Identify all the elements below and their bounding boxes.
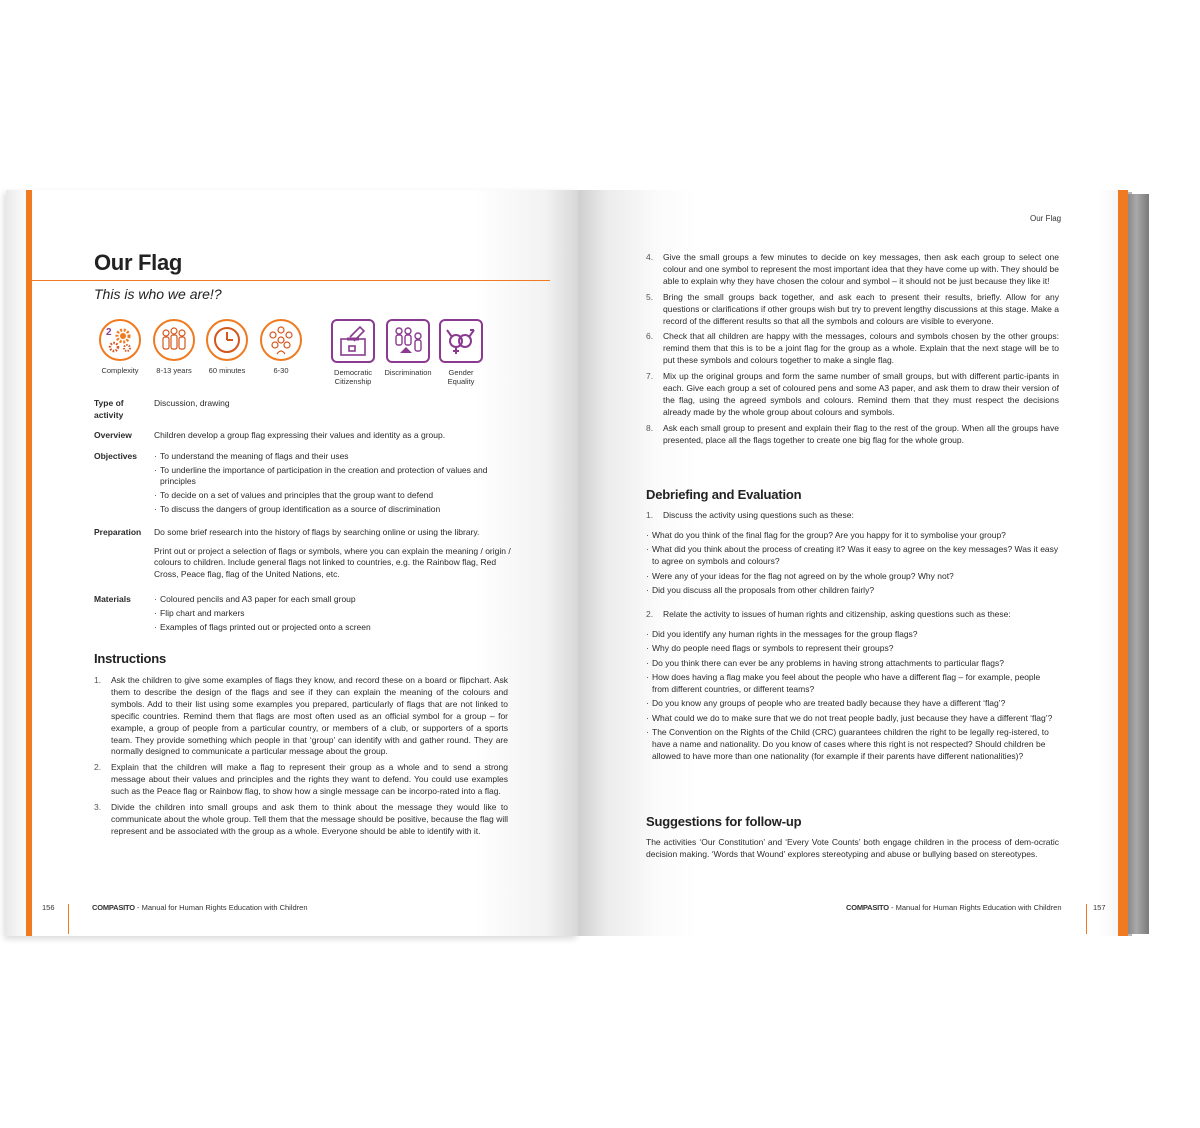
overview-value: Children develop a group flag expressing their values and identity as a group. [154, 430, 446, 440]
theme-democratic-caption: Democratic Citizenship [334, 368, 372, 386]
type-label: Type of activity [94, 398, 124, 420]
list-item: · Did you discuss all the proposals from other children fairly? [646, 585, 1059, 597]
theme-gender-block [435, 319, 487, 386]
preparation-label: Preparation [94, 527, 142, 537]
theme-discrimination-caption: Discrimination [384, 368, 432, 377]
materials-list [154, 594, 514, 634]
discrimination-icon [386, 319, 430, 363]
list-item: · What could we do to make sure that we do not treat people badly, just because they have a different ‘flag’? [646, 713, 1059, 725]
age-block [152, 319, 196, 375]
list-item: 8. Ask each small group to present and explain their flag to the rest of the group. When all the groups have presented, place all the flags together to create one big flag for the whole group. [646, 422, 1059, 445]
objectives-row [94, 451, 514, 519]
footer-title: COMPASITO - Manual for Human Rights Education with Children [846, 903, 1062, 912]
followup-heading: Suggestions for follow-up [646, 814, 802, 829]
theme-discrimination-block [383, 319, 433, 377]
list-item: · Why do people need flags or symbols to represent their groups? [646, 643, 1059, 655]
theme-gender-caption: Gender Equality [447, 368, 475, 386]
activity-info [94, 398, 514, 645]
complexity-badge: 2 [106, 327, 112, 338]
theme-democratic-block [328, 319, 378, 386]
right-page [578, 190, 1125, 936]
overview-label: Overview [94, 430, 132, 440]
list-item: · To underline the importance of participation in the creation and protection of values and principles [154, 465, 514, 488]
footer-rule [1086, 904, 1087, 934]
instructions-continued [646, 252, 1059, 451]
age-caption: 8-13 years [156, 366, 192, 375]
gender-symbols-icon [439, 319, 483, 363]
type-row [94, 398, 514, 421]
list-item: · The Convention on the Rights of the Child (CRC) guarantees children the right to be legally reg-istered, to have a name and nationality. Do you know of cases where this right is not respected? Should children be allowed to have more than one nationality (for example if their parents have different nationalities)? [646, 727, 1059, 763]
list-item: · Flip chart and markers [154, 608, 514, 620]
materials-row [94, 594, 514, 636]
debrief-questions-2 [646, 629, 1059, 763]
list-item: · Were any of your ideas for the flag not agreed on by the whole group? Why not? [646, 571, 1059, 583]
page-number: 156 [42, 903, 55, 912]
group-size-block [259, 319, 303, 375]
list-item: · Do you think there can ever be any problems in having strong attachments to particular flags? [646, 658, 1059, 670]
list-item: · What did you think about the process of creating it? Was it easy to agree on the key messages? Was it easy to agree on symbols and colours? [646, 544, 1059, 568]
materials-label: Materials [94, 594, 131, 604]
list-item: · What do you think of the final flag for the group? Are you happy for it to symbolise your group? [646, 530, 1059, 542]
footer-title: COMPASITO - Manual for Human Rights Education with Children [92, 903, 308, 912]
running-head: Our Flag [1030, 214, 1062, 223]
complexity-block [98, 319, 142, 375]
instructions-list [94, 675, 508, 842]
page-subtitle: This is who we are!? [94, 286, 222, 302]
list-item: · How does having a flag make you feel about the people who have a different flag – for example, people from different countries, or different teams? [646, 672, 1059, 696]
instructions-heading: Instructions [94, 651, 166, 666]
right-accent-bar [1118, 190, 1128, 936]
page-title: Our Flag [94, 250, 183, 275]
debrief-heading: Debriefing and Evaluation [646, 487, 802, 502]
open-book [6, 190, 1149, 938]
clock-icon [206, 319, 248, 361]
debrief-section [646, 510, 1059, 765]
duration-caption: 60 minutes [208, 366, 246, 375]
list-item: · To decide on a set of values and principles that the group want to defend [154, 490, 514, 502]
debrief-questions-1 [646, 530, 1059, 597]
list-item: 2. Relate the activity to issues of human rights and citizenship, asking questions such as these: [646, 608, 1011, 619]
left-accent-bar [26, 190, 32, 936]
complexity-caption: Complexity [101, 366, 139, 375]
complexity-gears-icon [99, 319, 141, 361]
list-item: 4. Give the small groups a few minutes to decide on key messages, then ask each group to select one colour and one symbol to represent the most important idea that they have come up with. They should be able to explain why they have chosen the colour and symbol – it should not be just because they like it! [646, 252, 1059, 286]
preparation-text: Do some brief research into the history of flags by searching online or using the library. [154, 527, 480, 537]
preparation-text: Print out or project a selection of flags or symbols, where you can explain the meaning / origin / colours to children. Include general flags not linked to countries, e.g. the Rainbow flag, Red Cross, Peace flag, flag of the United Nations, etc. [154, 545, 511, 579]
list-item: · Do you know any groups of people who are treated badly because they have a different ‘flag’? [646, 698, 1059, 710]
group-size-icon [260, 319, 302, 361]
duration-block [205, 319, 249, 375]
list-item: · Examples of flags printed out or projected onto a screen [154, 622, 514, 634]
list-item: 2. Explain that the children will make a flag to represent their group as a whole and to send a strong message about their values and principles and the rights they want to defend. You could use examples such as the Peace flag or Rainbow flag, to show how a single message can be incorpo-rated into a flag. [94, 762, 508, 797]
followup-text: The activities ‘Our Constitution’ and ‘Every Vote Counts’ both engage children in the process of dem-ocratic decision making. ‘Words that Wound’ explores stereotyping and abuse or bullying based on stereotypes. [646, 837, 1059, 859]
left-page [6, 190, 578, 936]
preparation-row [94, 527, 514, 587]
list-item: · To understand the meaning of flags and their uses [154, 451, 514, 463]
footer-rule [68, 904, 69, 934]
list-item: 7. Mix up the original groups and form the same number of small groups, but with different partic-ipants in each. Give each group a set of coloured pens and some A3 paper, and ask them to draw their version of the flag, using the agreed symbols and colours. Remind them that they must respect the decisions already made by the whole group about colours and symbols. [646, 371, 1059, 417]
page-number: 157 [1093, 903, 1106, 912]
type-value: Discussion, drawing [154, 398, 230, 408]
objectives-label: Objectives [94, 450, 137, 461]
list-item: · To discuss the dangers of group identification as a source of discrimination [154, 504, 514, 516]
book-edge [1128, 194, 1149, 934]
group-size-caption: 6-30 [273, 366, 289, 375]
list-item: · Did you identify any human rights in the messages for the group flags? [646, 629, 1059, 641]
title-rule [32, 280, 550, 281]
age-group-icon [153, 319, 195, 361]
list-item: 6. Check that all children are happy with the messages, colours and symbols chosen by the other groups: remind them that this is to be a joint flag for the group as a whole. Explain that the next stage will be to put these symbols and colours together to make a single flag. [646, 331, 1059, 366]
overview-row [94, 430, 514, 442]
list-item: 3. Divide the children into small groups and ask them to think about the message they would like to communicate about the whole group. Tell them that the message should be positive, because the flag will represent and be associated with the group as a whole. Everyone should be able to identify with it. [94, 802, 508, 836]
list-item: 5. Bring the small groups back together, and ask each to present their results, briefly. Allow for any questions or clarifications if other groups wish but try to prevent lengthy discussions at this stage. Make a record of the different results so that all the symbols and colours are visible to everyone. [646, 291, 1059, 326]
list-item: · Coloured pencils and A3 paper for each small group [154, 594, 514, 606]
list-item: 1. Ask the children to give some examples of flags they know, and record these on a board or flipchart. Ask them to describe the design of the flags and see if they can explain the meaning of the colours and symbols. Add to their list using some examples you prepared, particularly of flags that are not linked to specific countries. Remind them that flags are most often used as an official symbol for a group – for example, a group of people from a particular country, or members of a club, or supporters of a sports team. They provide something which people in that ‘group’ can identify with and gather round. They are normally designed to communicate a particular message about the group. [94, 675, 508, 757]
list-item: 1. Discuss the activity using questions such as these: [646, 510, 854, 520]
ballot-box-icon [331, 319, 375, 363]
objectives-list [154, 451, 514, 516]
